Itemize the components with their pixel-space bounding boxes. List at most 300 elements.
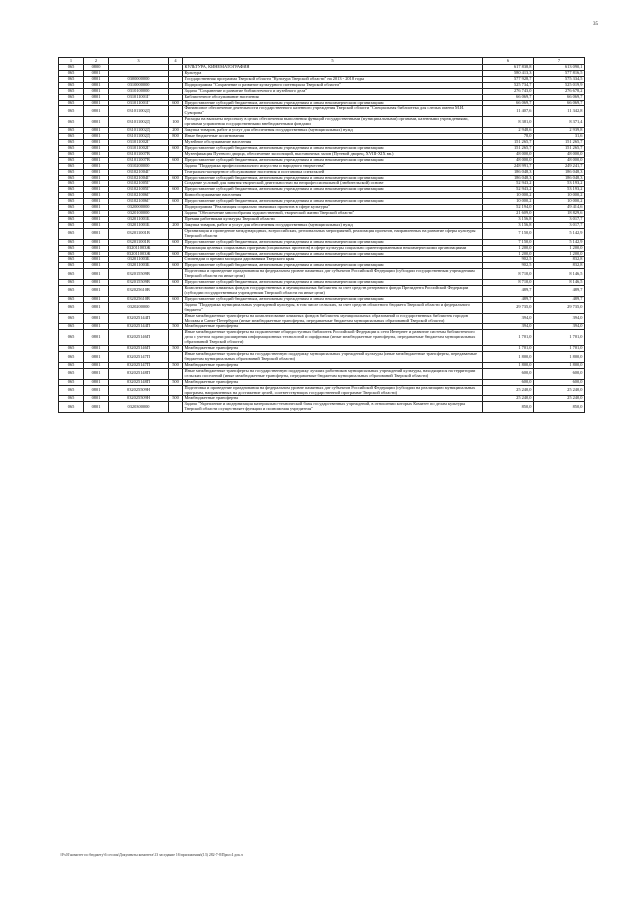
section-code-cell: 0801	[84, 222, 109, 228]
section-code-cell: 0801	[84, 199, 109, 205]
amount-actual-cell: 10 000,2	[534, 193, 585, 199]
amount-actual-cell: 1 200,0	[534, 251, 585, 257]
section-code-cell: 0801	[84, 263, 109, 269]
expense-type-cell: 600	[169, 239, 183, 245]
admin-code-cell: 065	[59, 302, 84, 313]
target-article-cell: 032025148П	[109, 368, 169, 379]
expense-type-cell	[169, 352, 183, 363]
description-cell: Задача "Обеспечение многообразия художественной, творческой жизни Тверской области"	[183, 211, 483, 217]
amount-plan-cell: 10 000,2	[483, 199, 534, 205]
amount-plan-cell: 25 240,0	[483, 396, 534, 402]
amount-plan-cell: 1 800,0	[483, 362, 534, 368]
section-code-cell: 0801	[84, 385, 109, 396]
expense-type-cell: 600	[169, 157, 183, 163]
amount-plan-cell: 1 800,0	[483, 352, 534, 363]
section-code-cell: 0801	[84, 211, 109, 217]
admin-code-cell: 065	[59, 228, 84, 239]
admin-code-cell: 065	[59, 145, 84, 151]
amount-plan-cell: 1 701,0	[483, 346, 534, 352]
description-cell: Стипендии и премии молодым дарованиям Тверского края	[183, 257, 483, 263]
description-cell: Комплектование книжных фондов государственных и муниципальных библиотек за счет средств резервного фонда Президента Российской Федерации (субсидии государственным учреждениям Тверской области на иные цели)	[183, 286, 483, 297]
expense-type-cell	[169, 228, 183, 239]
admin-code-cell: 065	[59, 205, 84, 211]
admin-code-cell: 065	[59, 379, 84, 385]
amount-actual-cell: 1 200,0	[534, 245, 585, 251]
amount-actual-cell: 29 735,0	[534, 302, 585, 313]
section-code-cell: 0801	[84, 193, 109, 199]
amount-actual-cell: 8 146,5	[534, 280, 585, 286]
amount-plan-cell: 48 000,0	[483, 151, 534, 157]
amount-plan-cell: 394,0	[483, 324, 534, 330]
amount-actual-cell: 600,0	[534, 379, 585, 385]
target-article-cell: 0320000000	[109, 205, 169, 211]
expense-type-cell: 600	[169, 296, 183, 302]
column-header: 3	[109, 58, 169, 65]
admin-code-cell: 065	[59, 175, 84, 181]
admin-code-cell: 065	[59, 251, 84, 257]
description-cell: Предоставление субсидий бюджетным, автономным учреждениям и иным некоммерческим организациям	[183, 280, 483, 286]
table-row	[59, 286, 585, 297]
admin-code-cell: 065	[59, 396, 84, 402]
description-cell: Подпрограмма "Реализация социально значимых проектов в сфере культуры"	[183, 205, 483, 211]
amount-actual-cell: 66 069,7	[534, 94, 585, 100]
expense-type-cell	[169, 302, 183, 313]
amount-actual-cell: 575 334,5	[534, 76, 585, 82]
description-cell: Подготовка и проведение празднования на федеральном уровне памятных дат субъектов Российской Федерации (субсидии на реализацию муниципальных программ, направленных на достижение целей, соответствующих государственной программе Тверской области)	[183, 385, 483, 396]
section-code-cell: 0801	[84, 157, 109, 163]
table-row	[59, 385, 585, 396]
amount-plan-cell: 489,7	[483, 296, 534, 302]
admin-code-cell: 065	[59, 280, 84, 286]
target-article-cell: 031021004Г	[109, 175, 169, 181]
admin-code-cell: 065	[59, 362, 84, 368]
expense-type-cell	[169, 269, 183, 280]
section-code-cell: 0801	[84, 313, 109, 324]
target-article-cell: 032015509В	[109, 269, 169, 280]
amount-plan-cell: 2 948,6	[483, 128, 534, 134]
description-cell: Премии работникам культуры Тверской области	[183, 216, 483, 222]
target-article-cell: 031021006Г	[109, 199, 169, 205]
amount-plan-cell: 151 265,7	[483, 139, 534, 145]
admin-code-cell: 065	[59, 128, 84, 134]
description-cell: Иные межбюджетные трансферты на государственную поддержку муниципальных учреждений культуры (иные межбюджетные трансферты, передаваемые бюджетам муниципальных образований Тверской области)	[183, 352, 483, 363]
amount-plan-cell: 617 838,8	[483, 65, 534, 71]
amount-actual-cell: 2 939,8	[534, 128, 585, 134]
column-header: 7	[534, 58, 585, 65]
description-cell: Межбюджетные трансферты	[183, 362, 483, 368]
amount-plan-cell: 8 710,0	[483, 280, 534, 286]
description-cell: Задача "Укрепление и модернизация материально-технической базы государственных учреждений, в отношении которых Комитет по делам культуры Тверской области осуществляет функции и полномочия учредителя"	[183, 402, 483, 413]
amount-actual-cell: 8 371,4	[534, 117, 585, 128]
description-cell: Государственная программа Тверской области "Культура Тверской области" на 2013 - 2018 годы	[183, 76, 483, 82]
admin-code-cell: 065	[59, 157, 84, 163]
admin-code-cell: 065	[59, 151, 84, 157]
section-code-cell: 0801	[84, 106, 109, 117]
section-code-cell: 0801	[84, 330, 109, 346]
expense-type-cell: 100	[169, 117, 183, 128]
section-code-cell: 0801	[84, 251, 109, 257]
admin-code-cell: 065	[59, 313, 84, 324]
admin-code-cell: 065	[59, 352, 84, 363]
description-cell: Предоставление субсидий бюджетным, автономным учреждениям и иным некоммерческим организациям	[183, 187, 483, 193]
expense-type-cell: 200	[169, 222, 183, 228]
admin-code-cell: 065	[59, 169, 84, 175]
description-cell: Музеефикация Путевого дворца, обеспечение экспозиций, выставочных залов (Путевой дворец, XVIII-XIX вв.)	[183, 151, 483, 157]
description-cell: Межбюджетные трансферты	[183, 324, 483, 330]
amount-actual-cell: 5 142,9	[534, 239, 585, 245]
section-code-cell: 0801	[84, 280, 109, 286]
amount-plan-cell: 1 200,0	[483, 245, 534, 251]
section-code-cell: 0801	[84, 205, 109, 211]
column-header: 5	[183, 58, 483, 65]
description-cell: Межбюджетные трансферты	[183, 396, 483, 402]
budget-table	[58, 57, 585, 413]
section-code-cell: 0801	[84, 352, 109, 363]
description-cell: Библиотечное обслуживание населения	[183, 94, 483, 100]
description-cell: Подготовка и проведение празднования на федеральном уровне памятных дат субъектов Российской Федерации (субсидии государственным учреждениям Тверской области на иные цели)	[183, 269, 483, 280]
amount-plan-cell: 11 407,6	[483, 106, 534, 117]
amount-actual-cell: 186 048,3	[534, 169, 585, 175]
section-code-cell: 0801	[84, 379, 109, 385]
amount-plan-cell: 525 734,7	[483, 82, 534, 88]
expense-type-cell: 500	[169, 324, 183, 330]
target-article-cell: 031011002Д	[109, 106, 169, 117]
amount-plan-cell: 48 000,0	[483, 157, 534, 163]
amount-plan-cell: 21 609,0	[483, 211, 534, 217]
description-cell: Театрально-концертное обслуживание населения и постановка спектаклей	[183, 169, 483, 175]
expense-type-cell	[169, 330, 183, 346]
amount-actual-cell: 151 265,7	[534, 145, 585, 151]
expense-type-cell: 600	[169, 100, 183, 106]
admin-code-cell: 065	[59, 257, 84, 263]
amount-plan-cell: 7 150,0	[483, 228, 534, 239]
expense-type-cell: 500	[169, 346, 183, 352]
expense-type-cell	[169, 385, 183, 396]
admin-code-cell: 065	[59, 239, 84, 245]
description-cell: Межбюджетные трансферты	[183, 379, 483, 385]
admin-code-cell: 065	[59, 402, 84, 413]
amount-plan-cell: 186 048,3	[483, 175, 534, 181]
description-cell: Предоставление субсидий бюджетным, автономным учреждениям и иным некоммерческим организациям	[183, 175, 483, 181]
target-article-cell: 032025144П	[109, 324, 169, 330]
target-article-cell: 032011003Ж	[109, 251, 169, 257]
admin-code-cell: 065	[59, 346, 84, 352]
target-article-cell: 032011001Б	[109, 222, 169, 228]
description-cell: Предоставление субсидий бюджетным, автономным учреждениям и иным некоммерческим организациям	[183, 263, 483, 269]
column-header: 1	[59, 58, 84, 65]
amount-plan-cell: 394,0	[483, 313, 534, 324]
target-article-cell: 031011002Г	[109, 139, 169, 145]
admin-code-cell: 065	[59, 117, 84, 128]
description-cell: Иные межбюджетные трансферты на государственную поддержку лучших работников муниципальных учреждений культуры, находящихся на территории сельских поселений (иные межбюджетные трансферты, передаваемые бюджетам муниципальных образований Тверской области)	[183, 368, 483, 379]
description-cell: Расходы на выплаты персоналу в целях обеспечения выполнения функций государственными (муниципальными) органами, казенными учреждениями, органами управления государственными внебюджетными фондами	[183, 117, 483, 128]
amount-actual-cell: 186 048,3	[534, 175, 585, 181]
amount-plan-cell: 52 943,2	[483, 187, 534, 193]
admin-code-cell: 065	[59, 187, 84, 193]
expense-type-cell: 600	[169, 199, 183, 205]
expense-type-cell	[169, 286, 183, 297]
description-cell: Создание условий для занятия творческой деятельностью на непрофессиональной (любительской) основе	[183, 181, 483, 187]
column-header: 6	[483, 58, 534, 65]
admin-code-cell: 065	[59, 245, 84, 251]
description-cell: Организация и проведение международных, всероссийских, региональных мероприятий, реализация проектов, направленных на развитие сферы культуры Тверской области	[183, 228, 483, 239]
description-cell: Предоставление субсидий бюджетным, автономным учреждениям и иным некоммерческим организациям	[183, 100, 483, 106]
amount-actual-cell: 25 240,0	[534, 396, 585, 402]
amount-actual-cell: 850,0	[534, 402, 585, 413]
target-article-cell: 032025144П	[109, 313, 169, 324]
target-article-cell: 031021004Г	[109, 169, 169, 175]
amount-plan-cell: 1 701,0	[483, 330, 534, 346]
target-article-cell: 031021006Г	[109, 193, 169, 199]
amount-plan-cell: 1 200,0	[483, 251, 534, 257]
target-article-cell: 031011001Г	[109, 100, 169, 106]
target-article-cell: 031011001Г	[109, 94, 169, 100]
amount-actual-cell: 49 414,6	[534, 205, 585, 211]
admin-code-cell: 065	[59, 88, 84, 94]
target-article-cell: 032011003Б	[109, 263, 169, 269]
description-cell: Кинообслуживание населения	[183, 193, 483, 199]
target-article-cell: 032025509Н	[109, 385, 169, 396]
description-cell: Иные межбюджетные трансферты на комплектование книжных фондов библиотек муниципальных образований и государственных библиотек городов Москвы и Санкт-Петербурга (иные межбюджетные трансферты, передаваемые бюджетам муниципальных образований Тверской области)	[183, 313, 483, 324]
section-code-cell: 0801	[84, 239, 109, 245]
description-cell: Подпрограмма "Сохранение и развитие культурного потенциала Тверской области"	[183, 82, 483, 88]
section-code-cell: 0801	[84, 187, 109, 193]
amount-plan-cell: 3 156,8	[483, 222, 534, 228]
target-article-cell: 032011003Б	[109, 257, 169, 263]
amount-plan-cell: 600,0	[483, 379, 534, 385]
amount-plan-cell: 29 735,0	[483, 302, 534, 313]
section-code-cell: 0801	[84, 324, 109, 330]
section-code-cell: 0801	[84, 296, 109, 302]
section-code-cell: 0801	[84, 346, 109, 352]
expense-type-cell: 600	[169, 280, 183, 286]
expense-type-cell: 500	[169, 396, 183, 402]
amount-actual-cell: 1 701,0	[534, 346, 585, 352]
table-row	[59, 313, 585, 324]
admin-code-cell: 065	[59, 216, 84, 222]
amount-actual-cell: 25 240,0	[534, 385, 585, 396]
section-code-cell: 0801	[84, 269, 109, 280]
section-code-cell: 0801	[84, 117, 109, 128]
amount-actual-cell: 600,0	[534, 368, 585, 379]
description-cell: КУЛЬТУРА, КИНЕМАТОГРАФИЯ	[183, 65, 483, 71]
target-article-cell: 031011002Г	[109, 145, 169, 151]
description-cell: Предоставление субсидий бюджетным, автономным учреждениям и иным некоммерческим организациям	[183, 157, 483, 163]
amount-actual-cell: 18 829,6	[534, 211, 585, 217]
description-cell: Финансовое обеспечение деятельности государственного казенного учреждения Тверской области "Специальная библиотека для слепых имени М.И. Суворова"	[183, 106, 483, 117]
amount-plan-cell: 186 048,3	[483, 169, 534, 175]
admin-code-cell: 065	[59, 106, 84, 117]
table-row	[59, 117, 585, 128]
amount-actual-cell: 48 000,0	[534, 157, 585, 163]
admin-code-cell: 065	[59, 263, 84, 269]
target-article-cell: 032025147П	[109, 352, 169, 363]
expense-type-cell: 800	[169, 134, 183, 140]
amount-plan-cell: 10 000,2	[483, 193, 534, 199]
amount-actual-cell: 3 017,7	[534, 222, 585, 228]
expense-type-cell: 500	[169, 362, 183, 368]
admin-code-cell: 065	[59, 269, 84, 280]
section-code-cell: 0801	[84, 169, 109, 175]
amount-plan-cell: 8 381,0	[483, 117, 534, 128]
admin-code-cell: 065	[59, 296, 84, 302]
admin-code-cell: 065	[59, 181, 84, 187]
description-cell: Межбюджетные трансферты	[183, 346, 483, 352]
target-article-cell: 032025148П	[109, 379, 169, 385]
expense-type-cell	[169, 402, 183, 413]
target-article-cell: 031011007В	[109, 151, 169, 157]
description-cell: Предоставление субсидий бюджетным, автономным учреждениям и иным некоммерческим организациям	[183, 145, 483, 151]
expense-type-cell	[169, 368, 183, 379]
section-code-cell: 0801	[84, 228, 109, 239]
amount-plan-cell: 850,0	[483, 402, 534, 413]
expense-type-cell: 600	[169, 251, 183, 257]
target-article-cell: 0310100000	[109, 88, 169, 94]
section-code-cell: 0801	[84, 245, 109, 251]
description-cell: Музейное обслуживание населения	[183, 139, 483, 145]
admin-code-cell: 065	[59, 70, 84, 76]
target-article-cell: 031011002Д	[109, 117, 169, 128]
admin-code-cell: 065	[59, 65, 84, 71]
expense-type-cell: 600	[169, 187, 183, 193]
expense-type-cell	[169, 313, 183, 324]
column-header: 2	[84, 58, 109, 65]
admin-code-cell: 065	[59, 163, 84, 169]
amount-plan-cell: 577 928,7	[483, 76, 534, 82]
amount-plan-cell: 489,7	[483, 286, 534, 297]
expense-type-cell: 600	[169, 175, 183, 181]
admin-code-cell: 065	[59, 134, 84, 140]
description-cell: Задача "Сохранение и развитие библиотечного и музейного дела"	[183, 88, 483, 94]
admin-code-cell: 065	[59, 385, 84, 396]
table-row	[59, 352, 585, 363]
section-code-cell: 0801	[84, 175, 109, 181]
expense-type-cell: 600	[169, 263, 183, 269]
amount-actual-cell: 249 241,7	[534, 163, 585, 169]
table-header-row	[59, 58, 585, 65]
target-article-cell: 032011001В	[109, 228, 169, 239]
amount-plan-cell: 902,5	[483, 263, 534, 269]
section-code-cell: 0801	[84, 145, 109, 151]
target-article-cell: 032025610В	[109, 286, 169, 297]
section-code-cell: 0801	[84, 362, 109, 368]
amount-actual-cell: 1 701,0	[534, 330, 585, 346]
amount-actual-cell: 489,7	[534, 296, 585, 302]
table-row	[59, 228, 585, 239]
amount-actual-cell: 276 678,2	[534, 88, 585, 94]
admin-code-cell: 065	[59, 368, 84, 379]
target-article-cell: 0320300000	[109, 402, 169, 413]
target-article-cell: 031011002Д	[109, 128, 169, 134]
file-path-footer: \\Fs01\комитет по бюджету\6 сессия\Документы комитета\13 заседание 16\приложения\(13) 282-7-8\Прил 4 док.ч	[60, 853, 243, 857]
target-article-cell: 031011002Д	[109, 134, 169, 140]
admin-code-cell: 065	[59, 100, 84, 106]
section-code-cell: 0801	[84, 94, 109, 100]
section-code-cell: 0801	[84, 257, 109, 263]
amount-actual-cell: 53 193,2	[534, 187, 585, 193]
amount-actual-cell: 3 017,7	[534, 216, 585, 222]
amount-actual-cell: 394,0	[534, 313, 585, 324]
amount-plan-cell: 902,5	[483, 257, 534, 263]
amount-actual-cell: 8 146,5	[534, 269, 585, 280]
target-article-cell: 0320200000	[109, 302, 169, 313]
amount-plan-cell: 3 156,8	[483, 216, 534, 222]
section-code-cell: 0800	[84, 65, 109, 71]
description-cell: Предоставление субсидий бюджетным, автономным учреждениям и иным некоммерческим организациям	[183, 239, 483, 245]
admin-code-cell: 065	[59, 286, 84, 297]
target-article-cell: 0310000000	[109, 82, 169, 88]
amount-plan-cell: 66 069,7	[483, 100, 534, 106]
section-code-cell: 0801	[84, 286, 109, 297]
admin-code-cell: 065	[59, 76, 84, 82]
amount-plan-cell: 25 240,0	[483, 385, 534, 396]
amount-actual-cell: 31,6	[534, 134, 585, 140]
amount-actual-cell: 525 019,9	[534, 82, 585, 88]
amount-actual-cell: 151 265,7	[534, 139, 585, 145]
amount-actual-cell: 577 816,5	[534, 70, 585, 76]
description-cell: Предоставление субсидий бюджетным, автономным учреждениям и иным некоммерческим организациям	[183, 296, 483, 302]
expense-type-cell: 200	[169, 128, 183, 134]
amount-actual-cell: 10 000,2	[534, 199, 585, 205]
target-article-cell: 032025146П	[109, 330, 169, 346]
description-cell: Закупка товаров, работ и услуг для обеспечения государственных (муниципальных) нужд	[183, 128, 483, 134]
amount-plan-cell: 66 069,7	[483, 94, 534, 100]
amount-actual-cell: 66 069,7	[534, 100, 585, 106]
amount-actual-cell: 1 800,0	[534, 362, 585, 368]
amount-plan-cell: 78,0	[483, 134, 534, 140]
amount-plan-cell: 276 743,0	[483, 88, 534, 94]
section-code-cell: 0801	[84, 139, 109, 145]
admin-code-cell: 065	[59, 330, 84, 346]
amount-plan-cell: 600,0	[483, 368, 534, 379]
amount-actual-cell: 489,7	[534, 286, 585, 297]
amount-actual-cell: 613 090,1	[534, 65, 585, 71]
admin-code-cell: 065	[59, 199, 84, 205]
target-article-cell: 032011001Б	[109, 216, 169, 222]
budget-table-body	[59, 58, 585, 413]
expense-type-cell	[169, 106, 183, 117]
section-code-cell: 0801	[84, 368, 109, 379]
amount-actual-cell: 48 000,0	[534, 151, 585, 157]
section-code-cell: 0801	[84, 181, 109, 187]
section-code-cell: 0801	[84, 396, 109, 402]
expense-type-cell: 600	[169, 145, 183, 151]
section-code-cell: 0801	[84, 216, 109, 222]
description-cell: Закупка товаров, работ и услуг для обеспечения государственных (муниципальных) нужд	[183, 222, 483, 228]
table-row	[59, 302, 585, 313]
amount-actual-cell: 832,8	[534, 257, 585, 263]
target-article-cell: 031021005Г	[109, 187, 169, 193]
amount-plan-cell: 580 413,3	[483, 70, 534, 76]
target-article-cell: 032025509Н	[109, 396, 169, 402]
target-article-cell: 031021005Г	[109, 181, 169, 187]
table-row	[59, 368, 585, 379]
description-cell: Предоставление субсидий бюджетным, автономным учреждениям и иным некоммерческим организациям	[183, 199, 483, 205]
target-article-cell: 032011001В	[109, 239, 169, 245]
amount-plan-cell: 248 991,7	[483, 163, 534, 169]
amount-actual-cell: 5 142,9	[534, 228, 585, 239]
amount-actual-cell: 53 193,2	[534, 181, 585, 187]
target-article-cell: 032015509В	[109, 280, 169, 286]
amount-plan-cell: 7 150,0	[483, 239, 534, 245]
description-cell: Иные межбюджетные трансферты на подключение общедоступных библиотек Российской Федерации к сети Интернет и развитие системы библиотечного дела с учетом задачи расширения информационных технологий и оцифровки (иные межбюджетные трансферты, передаваемые бюджетам муниципальных образований Тверской области)	[183, 330, 483, 346]
section-code-cell: 0801	[84, 151, 109, 157]
table-row	[59, 330, 585, 346]
amount-actual-cell: 11 342,8	[534, 106, 585, 117]
page-number: 35	[593, 22, 598, 27]
amount-plan-cell: 8 710,0	[483, 269, 534, 280]
section-code-cell: 0801	[84, 134, 109, 140]
